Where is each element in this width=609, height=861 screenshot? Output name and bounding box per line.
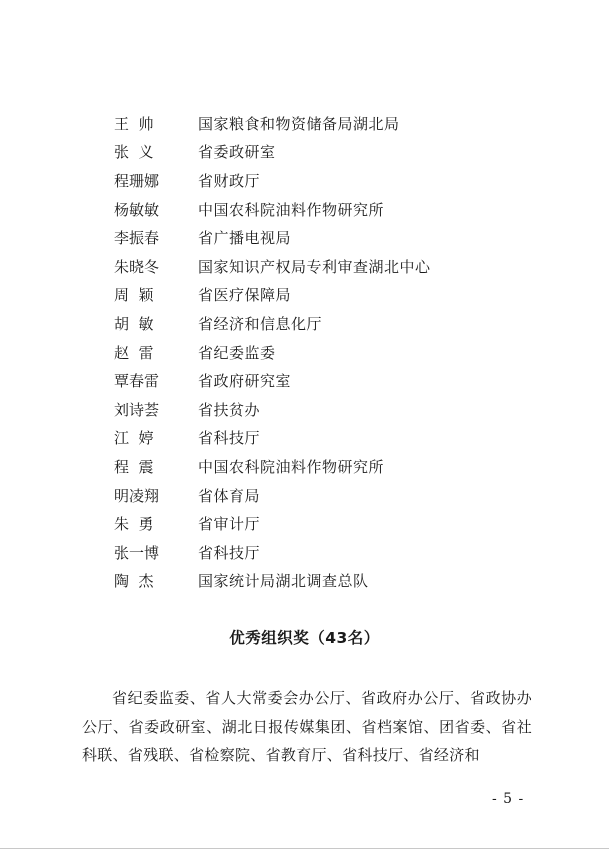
- person-name: 刘诗荟: [114, 400, 160, 419]
- list-item: [114, 453, 554, 482]
- person-name: 覃春雷: [114, 372, 160, 391]
- person-name: 杨敏敏: [114, 200, 160, 219]
- organization-name: 省纪委监委: [198, 343, 276, 362]
- list-item: [114, 167, 554, 196]
- organization-name: 省科技厅: [198, 543, 261, 562]
- organization-name: 省审计厅: [198, 515, 261, 534]
- person-name: 赵 雷: [114, 343, 154, 362]
- organization-name: 国家粮食和物资储备局湖北局: [198, 114, 400, 133]
- person-name: 明凌翔: [114, 486, 160, 505]
- person-name: 周 颖: [114, 286, 154, 305]
- list-item: [114, 139, 554, 168]
- section-heading: 优秀组织奖（43名）: [229, 629, 380, 647]
- person-name: 王 帅: [114, 114, 154, 133]
- person-name: 胡 敏: [114, 314, 154, 333]
- organization-name: 省经济和信息化厅: [198, 314, 323, 333]
- list-item: [114, 367, 554, 396]
- organization-name: 中国农科院油料作物研究所: [198, 457, 385, 476]
- list-item: [114, 539, 554, 568]
- person-name: 江 婷: [114, 429, 154, 448]
- organization-name: 省扶贫办: [198, 400, 261, 419]
- person-name: 张一博: [114, 543, 160, 562]
- list-item: [114, 568, 554, 597]
- organization-name: 省财政厅: [198, 171, 261, 190]
- organization-name: 省体育局: [198, 486, 261, 505]
- organization-name: 省科技厅: [198, 429, 261, 448]
- organization-name: 省医疗保障局: [198, 286, 292, 305]
- list-item: [114, 196, 554, 225]
- organization-award-paragraph: 省纪委监委、省人大常委会办公厅、省政府办公厅、省政协办公厅、省委政研室、湖北日报传媒集团、省档案馆、团省委、省社科联、省残联、省检察院、省教育厅、省科技厅、省经济和: [82, 689, 532, 765]
- person-name: 陶 杰: [114, 572, 154, 591]
- organization-name: 省广播电视局: [198, 229, 292, 248]
- list-item: [114, 310, 554, 339]
- list-item: [114, 425, 554, 454]
- list-item: [114, 253, 554, 282]
- person-name: 张 义: [114, 143, 154, 162]
- list-item: [114, 510, 554, 539]
- list-item: [114, 482, 554, 511]
- list-item: [114, 282, 554, 311]
- list-item: [114, 396, 554, 425]
- person-name: 程珊娜: [114, 171, 160, 190]
- awardee-list: [114, 110, 554, 596]
- list-item: [114, 224, 554, 253]
- list-item: [114, 110, 554, 139]
- page-bottom-divider: [0, 848, 609, 849]
- organization-name: 省委政研室: [198, 143, 276, 162]
- person-name: 李振春: [114, 229, 160, 248]
- list-item: [114, 339, 554, 368]
- page-number: - 5 -: [492, 791, 525, 807]
- person-name: 朱 勇: [114, 515, 154, 534]
- organization-name: 国家知识产权局专利审查湖北中心: [198, 257, 431, 276]
- person-name: 朱晓冬: [114, 257, 160, 276]
- person-name: 程 震: [114, 457, 154, 476]
- organization-name: 中国农科院油料作物研究所: [198, 200, 385, 219]
- organization-name: 省政府研究室: [198, 372, 292, 391]
- organization-name: 国家统计局湖北调查总队: [198, 572, 369, 591]
